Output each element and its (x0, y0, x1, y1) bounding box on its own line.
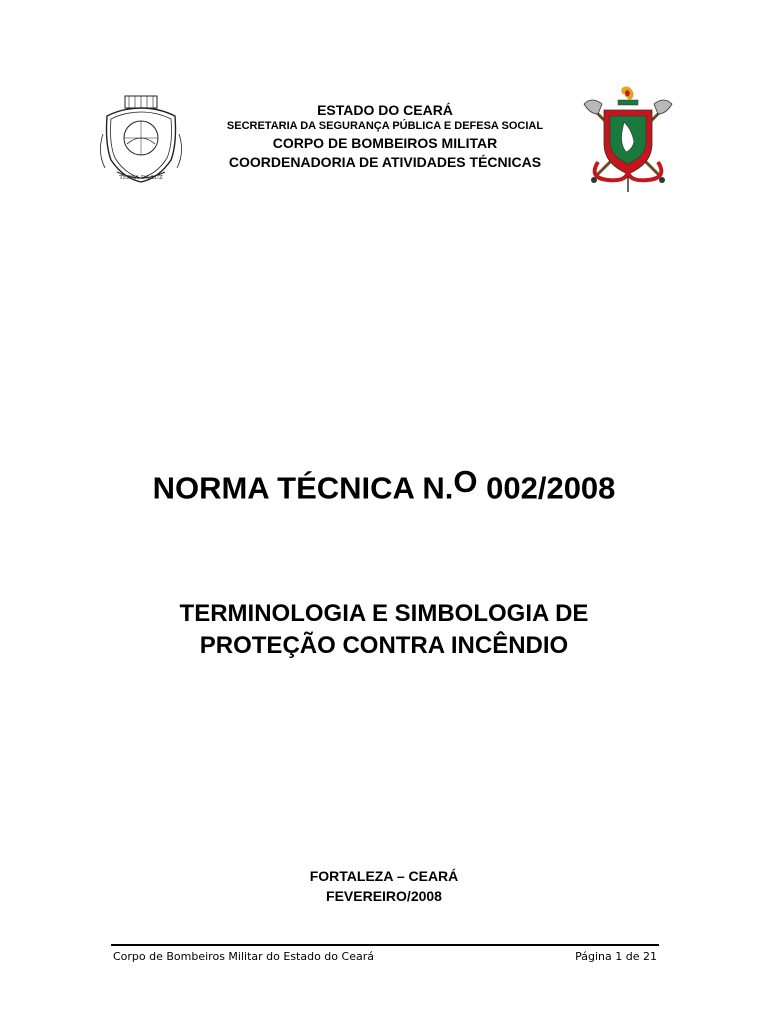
norm-title (0, 462, 768, 508)
place-and-date (0, 866, 768, 906)
header-text (195, 101, 575, 172)
title-ordinal: O (453, 464, 478, 499)
city: FORTALEZA – CEARÁ (309, 868, 459, 884)
fire-department-crest-icon (578, 84, 678, 194)
norm-subtitle (0, 598, 768, 662)
footer-organization: Corpo de Bombeiros Militar do Estado do Ceará (113, 950, 374, 963)
document-header (95, 86, 675, 196)
svg-text:TERRA DA LUZ: TERRA DA LUZ (119, 175, 163, 181)
footer-divider (111, 944, 659, 946)
state-name: ESTADO DO CEARÁ (317, 102, 453, 118)
publication-date: FEVEREIRO/2008 (326, 888, 442, 904)
secretariat-name: SECRETARIA DA SEGURANÇA PÚBLICA E DEFESA SOCIAL (226, 120, 544, 132)
title-number: 002/2008 (477, 470, 616, 506)
coordination-name: COORDENADORIA DE ATIVIDADES TÉCNICAS (228, 154, 542, 170)
page-number: Página 1 de 21 (575, 950, 657, 963)
title-main: NORMA TÉCNICA N. (152, 470, 454, 506)
subtitle-line-2: PROTEÇÃO CONTRA INCÊNDIO (199, 632, 569, 659)
subtitle-line-1: TERMINOLOGIA E SIMBOLOGIA DE (179, 600, 589, 627)
ceara-state-seal-icon (95, 94, 187, 186)
corps-name: CORPO DE BOMBEIROS MILITAR (272, 135, 498, 151)
